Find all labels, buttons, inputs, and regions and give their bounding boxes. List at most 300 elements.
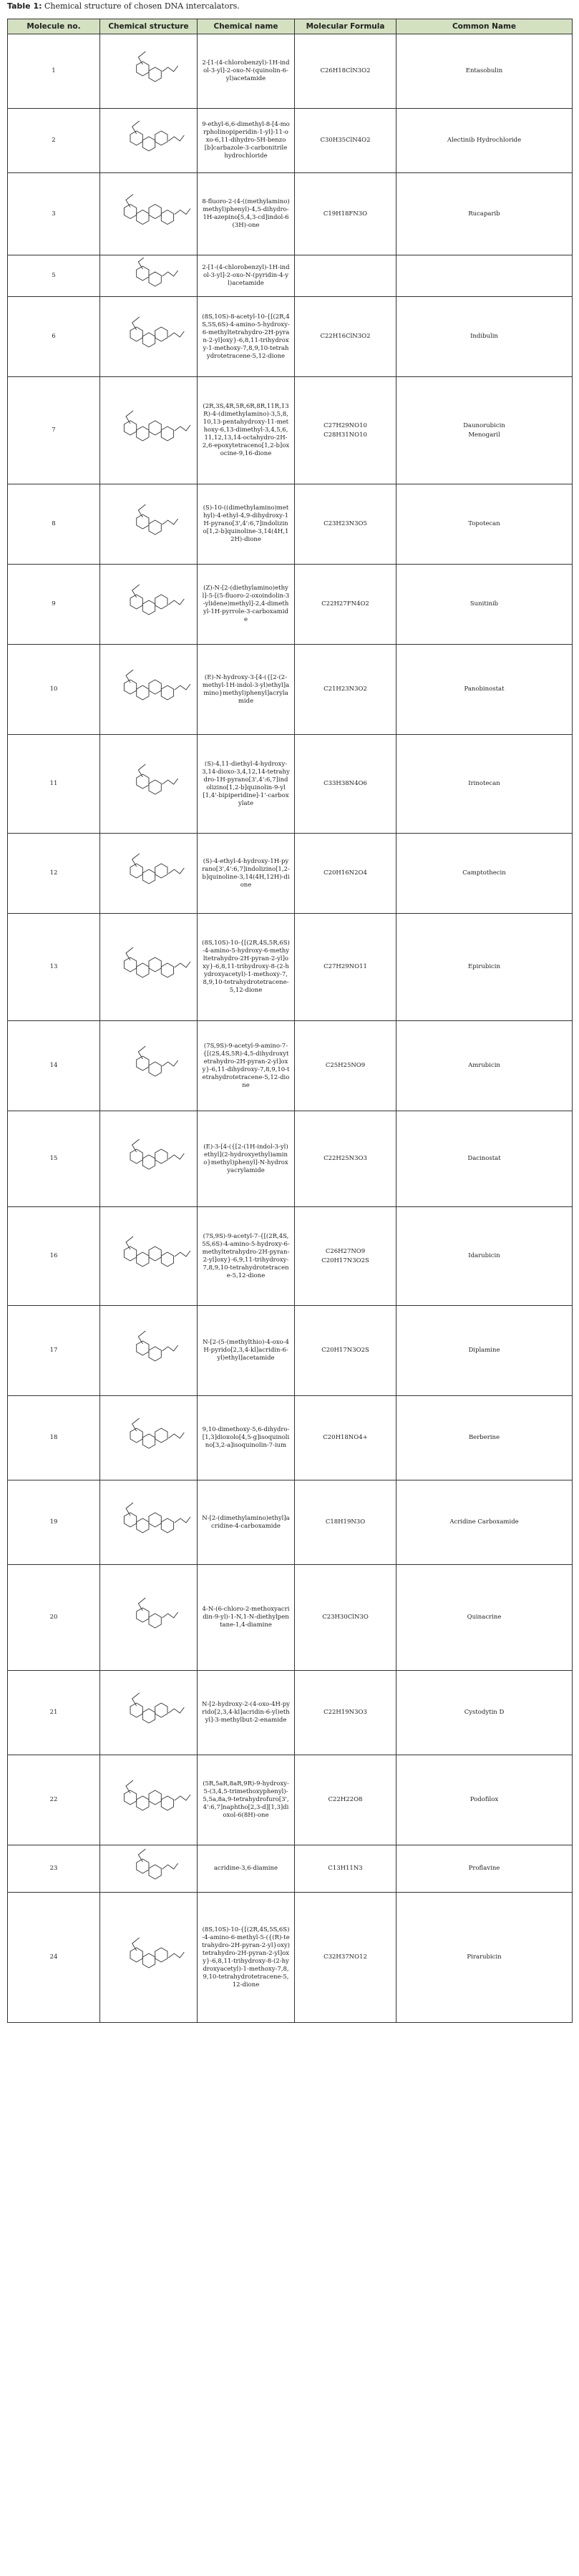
structure-ring	[161, 210, 173, 224]
structure-ring	[149, 957, 161, 972]
structure-chain	[162, 1060, 177, 1066]
formula-line: C20H17N3O2S	[321, 1257, 369, 1264]
formula-line: C26H27NO9	[325, 1247, 366, 1255]
formula-line: C22H16ClN3O2	[320, 333, 371, 340]
structure-ring	[142, 869, 155, 884]
formula-line: C30H35ClN4O2	[320, 137, 371, 144]
formula-line: C21H23N3O2	[323, 686, 367, 693]
structure-ring	[136, 1056, 148, 1070]
formula-line: C32H37NO12	[323, 1953, 367, 1961]
chemical-structure-cell	[100, 645, 198, 735]
formula-line: C23H23N3O5	[323, 520, 367, 527]
common-name-cell	[396, 1671, 573, 1755]
structure-chain	[168, 599, 184, 605]
structure-ring	[130, 864, 142, 878]
chemical-structure-cell	[100, 1755, 198, 1845]
common-name-line: Alectinib Hydrochloride	[447, 137, 522, 144]
structure-ring	[136, 514, 148, 529]
structure-ring	[130, 327, 142, 341]
chemical-name-cell: (2R,3S,4R,5R,6R,8R,11R,13R)-4-(dimethylamino)-3,5,8,10,13-pentahydroxy-11-methoxy-6,13-dimethyl-3,4,5,6,11,12,13,14-octahydro-2H-2,6-epoxytetraceno[1,2-b]oxocine-9,16-dione	[198, 377, 295, 484]
formula-line: C27H29NO11	[323, 963, 367, 970]
chemical-structure-cell	[100, 1306, 198, 1396]
common-name-line: Epirubicin	[467, 963, 500, 970]
structure-chain	[168, 135, 184, 141]
common-name-line: Dacinostat	[467, 1155, 501, 1162]
table-row	[8, 914, 573, 1021]
molecular-formula-cell	[295, 377, 396, 484]
structure-ring	[149, 272, 161, 286]
formula-line: C33H38N4O6	[323, 780, 367, 787]
molecular-formula-cell	[295, 1565, 396, 1671]
formula-line: C20H18NO4+	[323, 1434, 368, 1441]
structure-ring	[161, 1518, 173, 1533]
structure-ring	[149, 1513, 161, 1527]
structure-ring	[136, 1859, 148, 1873]
common-name-cell	[396, 645, 573, 735]
structure-ring	[136, 426, 148, 441]
common-name-cell	[396, 34, 573, 109]
structure-ring	[136, 210, 148, 224]
structure-ring	[130, 1149, 142, 1163]
structure-ring	[161, 1796, 173, 1810]
molecule-structure-drawing	[103, 1209, 195, 1304]
structure-chain	[174, 684, 190, 690]
molecule-no-cell: 23	[8, 1845, 100, 1893]
table-row	[8, 1306, 573, 1396]
structure-ring	[136, 686, 148, 700]
structure-ring	[161, 963, 173, 977]
chemical-structure-cell	[100, 1480, 198, 1565]
chemical-name-cell: (E)-3-[4-({[2-(1H-indol-3-yl)ethyl](2-hydroxyethyl)amino}methyl)phenyl]-N-hydroxyacrylamide	[198, 1111, 295, 1207]
table-row	[8, 1845, 573, 1893]
formula-line: C27H29NO10	[323, 421, 367, 429]
structure-ring	[136, 1608, 148, 1622]
table-row	[8, 255, 573, 297]
formula-line: C19H18FN3O	[323, 210, 368, 218]
structure-chain	[162, 1345, 177, 1351]
common-name-cell	[396, 255, 573, 297]
chemical-structure-cell	[100, 109, 198, 173]
formula-line: C22H25N3O3	[323, 1155, 367, 1162]
chemical-structure-cell	[100, 297, 198, 377]
structure-ring	[161, 1252, 173, 1267]
chemical-name-cell: (5R,5aR,8aR,9R)-9-hydroxy-5-(3,4,5-trimethoxyphenyl)-5,5a,8a,9-tetrahydrofuro[3',4':6,7]naphtho[2,3-d][1,3]dioxol-6(8H)-one	[198, 1755, 295, 1845]
molecular-formula-cell	[295, 1480, 396, 1565]
chemical-name-cell: 9-ethyl-6,6-dimethyl-8-[4-morpholinopiperidin-1-yl]-11-oxo-6,11-dihydro-5H-benzo[b]carbazole-3-carbonitrile hydrochloride	[198, 109, 295, 173]
common-name-line: Indibulin	[470, 333, 498, 340]
chemical-name-cell: (Z)-N-[2-(diethylamino)ethyl]-5-[(5-fluoro-2-oxoindolin-3-ylidene)methyl]-2,4-dimethyl-1H-pyrrole-3-carboxamide	[198, 565, 295, 645]
molecule-structure-drawing	[103, 1567, 195, 1669]
common-name-cell	[396, 297, 573, 377]
structure-chain	[168, 331, 184, 337]
common-name-cell	[396, 109, 573, 173]
chemical-structure-cell	[100, 1111, 198, 1207]
common-name-line: Acridine Carboxamide	[449, 1518, 519, 1526]
common-name-cell	[396, 1021, 573, 1111]
chemical-structure-cell	[100, 377, 198, 484]
molecule-no-cell: 1	[8, 34, 100, 109]
structure-ring	[142, 600, 155, 615]
structure-ring	[130, 1703, 142, 1717]
chemical-name-cell: (S)-10-((dimethylamino)methyl)-4-ethyl-4,9-dihydroxy-1H-pyrano[3',4':6,7]indolizino[1,2-b]quinoline-3,14(4H,12H)-dione	[198, 484, 295, 565]
structure-ring	[155, 131, 167, 145]
chemical-structure-cell	[100, 34, 198, 109]
structure-ring	[130, 1948, 142, 1962]
molecule-structure-drawing	[103, 487, 195, 562]
molecule-no-cell: 19	[8, 1480, 100, 1565]
table-row	[8, 645, 573, 735]
structure-ring	[136, 774, 148, 789]
structure-ring	[124, 680, 136, 694]
common-name-line: Topotecan	[468, 520, 500, 527]
structure-chain	[174, 1251, 190, 1257]
structure-ring	[136, 266, 148, 280]
structure-ring	[149, 680, 161, 694]
table-row	[8, 1893, 573, 2023]
common-name-cell	[396, 834, 573, 914]
chemical-name-cell: 4-N-(6-chloro-2-methoxyacridin-9-yl)-1-N,1-N-diethylpentane-1,4-diamine	[198, 1565, 295, 1671]
structure-ring	[142, 1434, 155, 1448]
structure-chain	[174, 1795, 190, 1800]
structure-chain	[174, 1517, 190, 1523]
chemical-name-cell: 8-fluoro-2-(4-((methylamino)methyl)phenyl)-4,5-dihydro-1H-azepino[5,4,3-cd]indol-6(3H)-one	[198, 173, 295, 255]
molecule-no-cell: 24	[8, 1893, 100, 2023]
molecular-formula-cell	[295, 255, 396, 297]
table-row	[8, 377, 573, 484]
structure-chain	[162, 779, 177, 784]
structure-ring	[149, 1790, 161, 1805]
common-name-line: Panobinostat	[464, 686, 505, 693]
chemical-name-cell: (7S,9S)-9-acetyl-7-{[(2R,4S,5S,6S)-4-amino-5-hydroxy-6-methyltetrahydro-2H-pyran-2-yl]oxy}-6,9,11-trihydroxy-7,8,9,10-tetrahydrotetracene-5,12-dione	[198, 1207, 295, 1306]
table-row	[8, 484, 573, 565]
formula-line: C20H16N2O4	[323, 869, 367, 877]
molecular-formula-cell	[295, 1845, 396, 1893]
structure-ring	[136, 963, 148, 977]
header-molecular-formula: Molecular Formula	[295, 19, 396, 34]
chemical-structure-cell	[100, 1565, 198, 1671]
structure-ring	[155, 1703, 167, 1717]
common-name-cell	[396, 1845, 573, 1893]
structure-ring	[142, 137, 155, 151]
structure-ring	[130, 131, 142, 145]
table-row	[8, 735, 573, 834]
formula-line: C25H25NO9	[325, 1062, 366, 1069]
molecule-structure-drawing	[103, 1757, 195, 1843]
molecule-no-cell: 12	[8, 834, 100, 914]
structure-ring	[149, 520, 161, 535]
structure-ring	[142, 1155, 155, 1169]
common-name-line: Sunitinib	[469, 600, 499, 608]
chemical-structure-cell	[100, 484, 198, 565]
formula-line: C23H30ClN3O	[322, 1614, 369, 1621]
molecular-formula-cell	[295, 565, 396, 645]
structure-chain	[168, 1433, 184, 1438]
common-name-line: Idarubicin	[468, 1252, 500, 1259]
common-name-line: Entasobulin	[465, 67, 503, 74]
structure-ring	[142, 1709, 155, 1723]
chemical-name-cell: N-[2-(5-(methylthio)-4-oxo-4H-pyrido[2,3,4-kl]acridin-6-yl)ethyl]acetamide	[198, 1306, 295, 1396]
caption-label: Table 1:	[7, 1, 42, 11]
chemical-structure-cell	[100, 1207, 198, 1306]
molecule-structure-drawing	[103, 836, 195, 912]
formula-line: C28H31NO10	[323, 431, 367, 439]
structure-chain	[174, 425, 190, 431]
chemical-name-cell: (8S,10S)-10-{[(2R,4S,5S,6S)-4-amino-6-methyl-5-({(R)-tetrahydro-2H-pyran-2-yl}oxy)tetrahydro-2H-pyran-2-yl]oxy}-6,8,11-trihydroxy-8-(2-hydroxyacetyl)-1-methoxy-7,8,9,10-tetrahydrotetracene-5,12-dione	[198, 1893, 295, 2023]
structure-ring	[130, 595, 142, 609]
chemical-structure-cell	[100, 1021, 198, 1111]
molecule-structure-drawing	[103, 1113, 195, 1205]
chemical-name-cell: (8S,10S)-10-{[(2R,4S,5R,6S)-4-amino-5-hydroxy-6-methyltetrahydro-2H-pyran-2-yl]oxy}-6,8,11-trihydroxy-8-(2-hydroxyacetyl)-1-methoxy-7,8,9,10-tetrahydrotetracene-5,12-dione	[198, 914, 295, 1021]
molecule-no-cell: 22	[8, 1755, 100, 1845]
formula-line: C13H11N3	[328, 1865, 363, 1872]
structure-ring	[161, 426, 173, 441]
molecular-formula-cell	[295, 735, 396, 834]
structure-ring	[155, 864, 167, 878]
chemical-name-cell: (S)-4,11-diethyl-4-hydroxy-3,14-dioxo-3,4,12,14-tetrahydro-1H-pyrano[3',4':6,7]indolizino[1,2-b]quinolin-9-yl [1,4'-bipiperidine]-1'-carboxylate	[198, 735, 295, 834]
molecule-structure-drawing	[103, 299, 195, 375]
caption-text: Chemical structure of chosen DNA intercalators.	[42, 1, 240, 11]
structure-ring	[149, 780, 161, 794]
formula-line: C22H27FN4O2	[321, 600, 369, 608]
molecule-no-cell: 6	[8, 297, 100, 377]
structure-ring	[124, 1790, 136, 1805]
common-name-line: Cystodytin D	[464, 1709, 505, 1716]
molecule-structure-drawing	[103, 1673, 195, 1753]
structure-ring	[124, 957, 136, 972]
chemical-structure-cell	[100, 834, 198, 914]
structure-ring	[155, 1948, 167, 1962]
molecule-no-cell: 14	[8, 1021, 100, 1111]
molecule-structure-drawing	[103, 1483, 195, 1563]
molecular-formula-cell	[295, 1893, 396, 2023]
structure-chain	[162, 1612, 177, 1618]
structure-ring	[124, 1246, 136, 1261]
table-row	[8, 297, 573, 377]
structure-ring	[136, 1796, 148, 1810]
chemical-name-cell: (E)-N-hydroxy-3-[4-({[2-(2-methyl-1H-indol-3-yl)ethyl]amino}methyl)phenyl]acrylamide	[198, 645, 295, 735]
formula-line: C22H22O8	[328, 1796, 363, 1803]
structure-ring	[149, 1246, 161, 1261]
molecule-structure-drawing	[103, 258, 195, 295]
molecular-formula-cell	[295, 109, 396, 173]
structure-chain	[168, 1952, 184, 1958]
common-name-cell	[396, 565, 573, 645]
molecule-no-cell: 18	[8, 1396, 100, 1480]
chemical-name-cell: (8S,10S)-8-acetyl-10-{[(2R,4S,5S,6S)-4-amino-5-hydroxy-6-methyltetrahydro-2H-pyran-2-yl]oxy}-6,8,11-trihydroxy-1-methoxy-7,8,9,10-tetrahydrotetracene-5,12-dione	[198, 297, 295, 377]
molecular-formula-cell	[295, 1207, 396, 1306]
chemical-structure-cell	[100, 1671, 198, 1755]
common-name-cell	[396, 484, 573, 565]
molecule-no-cell: 13	[8, 914, 100, 1021]
structure-ring	[149, 1347, 161, 1361]
table-row	[8, 34, 573, 109]
molecule-no-cell: 15	[8, 1111, 100, 1207]
structure-ring	[136, 1518, 148, 1533]
chemical-structure-cell	[100, 565, 198, 645]
structure-ring	[149, 204, 161, 218]
common-name-line: Irinotecan	[468, 780, 500, 787]
common-name-cell	[396, 173, 573, 255]
structure-chain	[168, 1153, 184, 1159]
molecule-structure-drawing	[103, 111, 195, 171]
common-name-cell	[396, 1396, 573, 1480]
table-caption	[0, 0, 579, 13]
common-name-cell	[396, 1755, 573, 1845]
structure-ring	[136, 1341, 148, 1355]
molecular-formula-cell	[295, 1306, 396, 1396]
table-row	[8, 1111, 573, 1207]
table-row	[8, 1207, 573, 1306]
chemical-name-cell: N-[2-(dimethylamino)ethyl]acridine-4-carboxamide	[198, 1480, 295, 1565]
structure-ring	[136, 1252, 148, 1267]
structure-ring	[124, 204, 136, 218]
chemical-structure-cell	[100, 173, 198, 255]
common-name-cell	[396, 1893, 573, 2023]
structure-ring	[155, 327, 167, 341]
common-name-line: Diplamine	[468, 1347, 500, 1354]
molecule-structure-drawing	[103, 647, 195, 733]
molecular-formula-cell	[295, 1755, 396, 1845]
molecule-structure-drawing	[103, 567, 195, 643]
common-name-line: Proflavine	[468, 1865, 500, 1872]
table-row	[8, 1755, 573, 1845]
molecular-formula-cell	[295, 1396, 396, 1480]
molecule-structure-drawing	[103, 36, 195, 107]
structure-ring	[149, 1062, 161, 1076]
structure-ring	[124, 1513, 136, 1527]
molecular-formula-cell	[295, 914, 396, 1021]
structure-chain	[162, 1863, 177, 1869]
structure-ring	[155, 1428, 167, 1443]
molecule-no-cell: 9	[8, 565, 100, 645]
molecular-formula-cell	[295, 1671, 396, 1755]
intercalators-table	[7, 19, 573, 2023]
common-name-cell	[396, 1111, 573, 1207]
table-row	[8, 173, 573, 255]
molecule-structure-drawing	[103, 1023, 195, 1109]
common-name-cell	[396, 377, 573, 484]
table-row	[8, 109, 573, 173]
common-name-line: Camptothecin	[462, 869, 506, 877]
molecule-structure-drawing	[103, 1848, 195, 1890]
header-molecule-no: Molecule no.	[8, 19, 100, 34]
molecule-no-cell: 17	[8, 1306, 100, 1396]
molecule-no-cell: 8	[8, 484, 100, 565]
chemical-name-cell: 2-[1-(4-chlorobenzyl)-1H-indol-3-yl]-2-oxo-N-(quinolin-6-yl)acetamide	[198, 34, 295, 109]
structure-ring	[149, 1865, 161, 1879]
common-name-cell	[396, 735, 573, 834]
molecule-structure-drawing	[103, 379, 195, 482]
chemical-structure-cell	[100, 1396, 198, 1480]
table-row	[8, 1565, 573, 1671]
common-name-line: Podofilox	[469, 1796, 499, 1803]
header-common-name: Common Name	[396, 19, 573, 34]
structure-chain	[174, 962, 190, 967]
formula-line: C26H18ClN3O2	[320, 67, 371, 74]
common-name-cell	[396, 1207, 573, 1306]
structure-ring	[124, 421, 136, 435]
chemical-structure-cell	[100, 1845, 198, 1893]
molecular-formula-cell	[295, 484, 396, 565]
molecule-no-cell: 11	[8, 735, 100, 834]
common-name-cell	[396, 1480, 573, 1565]
table-row	[8, 1671, 573, 1755]
molecule-no-cell: 7	[8, 377, 100, 484]
common-name-line: Daunorubicin	[463, 421, 505, 429]
table-header-row	[8, 19, 573, 34]
header-chemical-structure: Chemical structure	[100, 19, 198, 34]
structure-chain	[168, 1707, 184, 1713]
table-row	[8, 565, 573, 645]
molecule-structure-drawing	[103, 1398, 195, 1478]
molecular-formula-cell	[295, 1021, 396, 1111]
common-name-cell	[396, 1565, 573, 1671]
common-name-cell	[396, 914, 573, 1021]
molecule-no-cell: 21	[8, 1671, 100, 1755]
formula-line: C20H17N3O2S	[321, 1347, 369, 1354]
structure-ring	[136, 62, 148, 76]
molecule-structure-drawing	[103, 1308, 195, 1394]
molecule-no-cell: 3	[8, 173, 100, 255]
molecule-no-cell: 16	[8, 1207, 100, 1306]
molecule-structure-drawing	[103, 737, 195, 831]
structure-chain	[174, 208, 190, 214]
table-row	[8, 1480, 573, 1565]
molecular-formula-cell	[295, 834, 396, 914]
common-name-line: Berberine	[468, 1434, 500, 1441]
structure-ring	[149, 421, 161, 435]
table-row	[8, 1396, 573, 1480]
structure-ring	[161, 686, 173, 700]
chemical-name-cell: (7S,9S)-9-acetyl-9-amino-7-{[(2S,4S,5R)-4,5-dihydroxytetrahydro-2H-pyran-2-yl]oxy}-6,11-dihydroxy-7,8,9,10-tetrahydrotetracene-5,12-dione	[198, 1021, 295, 1111]
structure-chain	[168, 868, 184, 874]
molecule-no-cell: 5	[8, 255, 100, 297]
common-name-line: Pirarubicin	[467, 1953, 502, 1961]
molecular-formula-cell	[295, 645, 396, 735]
common-name-line: Menogaril	[468, 431, 500, 439]
molecule-no-cell: 10	[8, 645, 100, 735]
structure-ring	[142, 1953, 155, 1968]
formula-line: C22H19N3O3	[323, 1709, 367, 1716]
structure-chain	[162, 66, 177, 72]
structure-ring	[130, 1428, 142, 1443]
structure-chain	[162, 519, 177, 525]
table-row	[8, 834, 573, 914]
molecule-structure-drawing	[103, 175, 195, 253]
molecular-formula-cell	[295, 1111, 396, 1207]
chemical-name-cell: 9,10-dimethoxy-5,6-dihydro-[1,3]dioxolo[4,5-g]isoquinolino[3,2-a]isoquinolin-7-ium	[198, 1396, 295, 1480]
molecular-formula-cell	[295, 297, 396, 377]
molecular-formula-cell	[295, 34, 396, 109]
common-name-line: Amrubicin	[468, 1062, 500, 1069]
molecule-no-cell: 2	[8, 109, 100, 173]
molecule-structure-drawing	[103, 916, 195, 1019]
chemical-structure-cell	[100, 735, 198, 834]
formula-line: C18H19N3O	[325, 1518, 366, 1526]
chemical-name-cell: 2-[1-(4-chlorobenzyl)-1H-indol-3-yl]-2-oxo-N-(pyridin-4-yl)acetamide	[198, 255, 295, 297]
table-row	[8, 1021, 573, 1111]
chemical-name-cell: (S)-4-ethyl-4-hydroxy-1H-pyrano[3',4':6,7]indolizino[1,2-b]quinoline-3,14(4H,12H)-dione	[198, 834, 295, 914]
structure-ring	[142, 333, 155, 347]
molecular-formula-cell	[295, 173, 396, 255]
header-chemical-name: Chemical name	[198, 19, 295, 34]
structure-ring	[155, 1149, 167, 1163]
molecule-no-cell: 20	[8, 1565, 100, 1671]
common-name-cell	[396, 1306, 573, 1396]
chemical-structure-cell	[100, 914, 198, 1021]
chemical-structure-cell	[100, 255, 198, 297]
structure-ring	[155, 595, 167, 609]
